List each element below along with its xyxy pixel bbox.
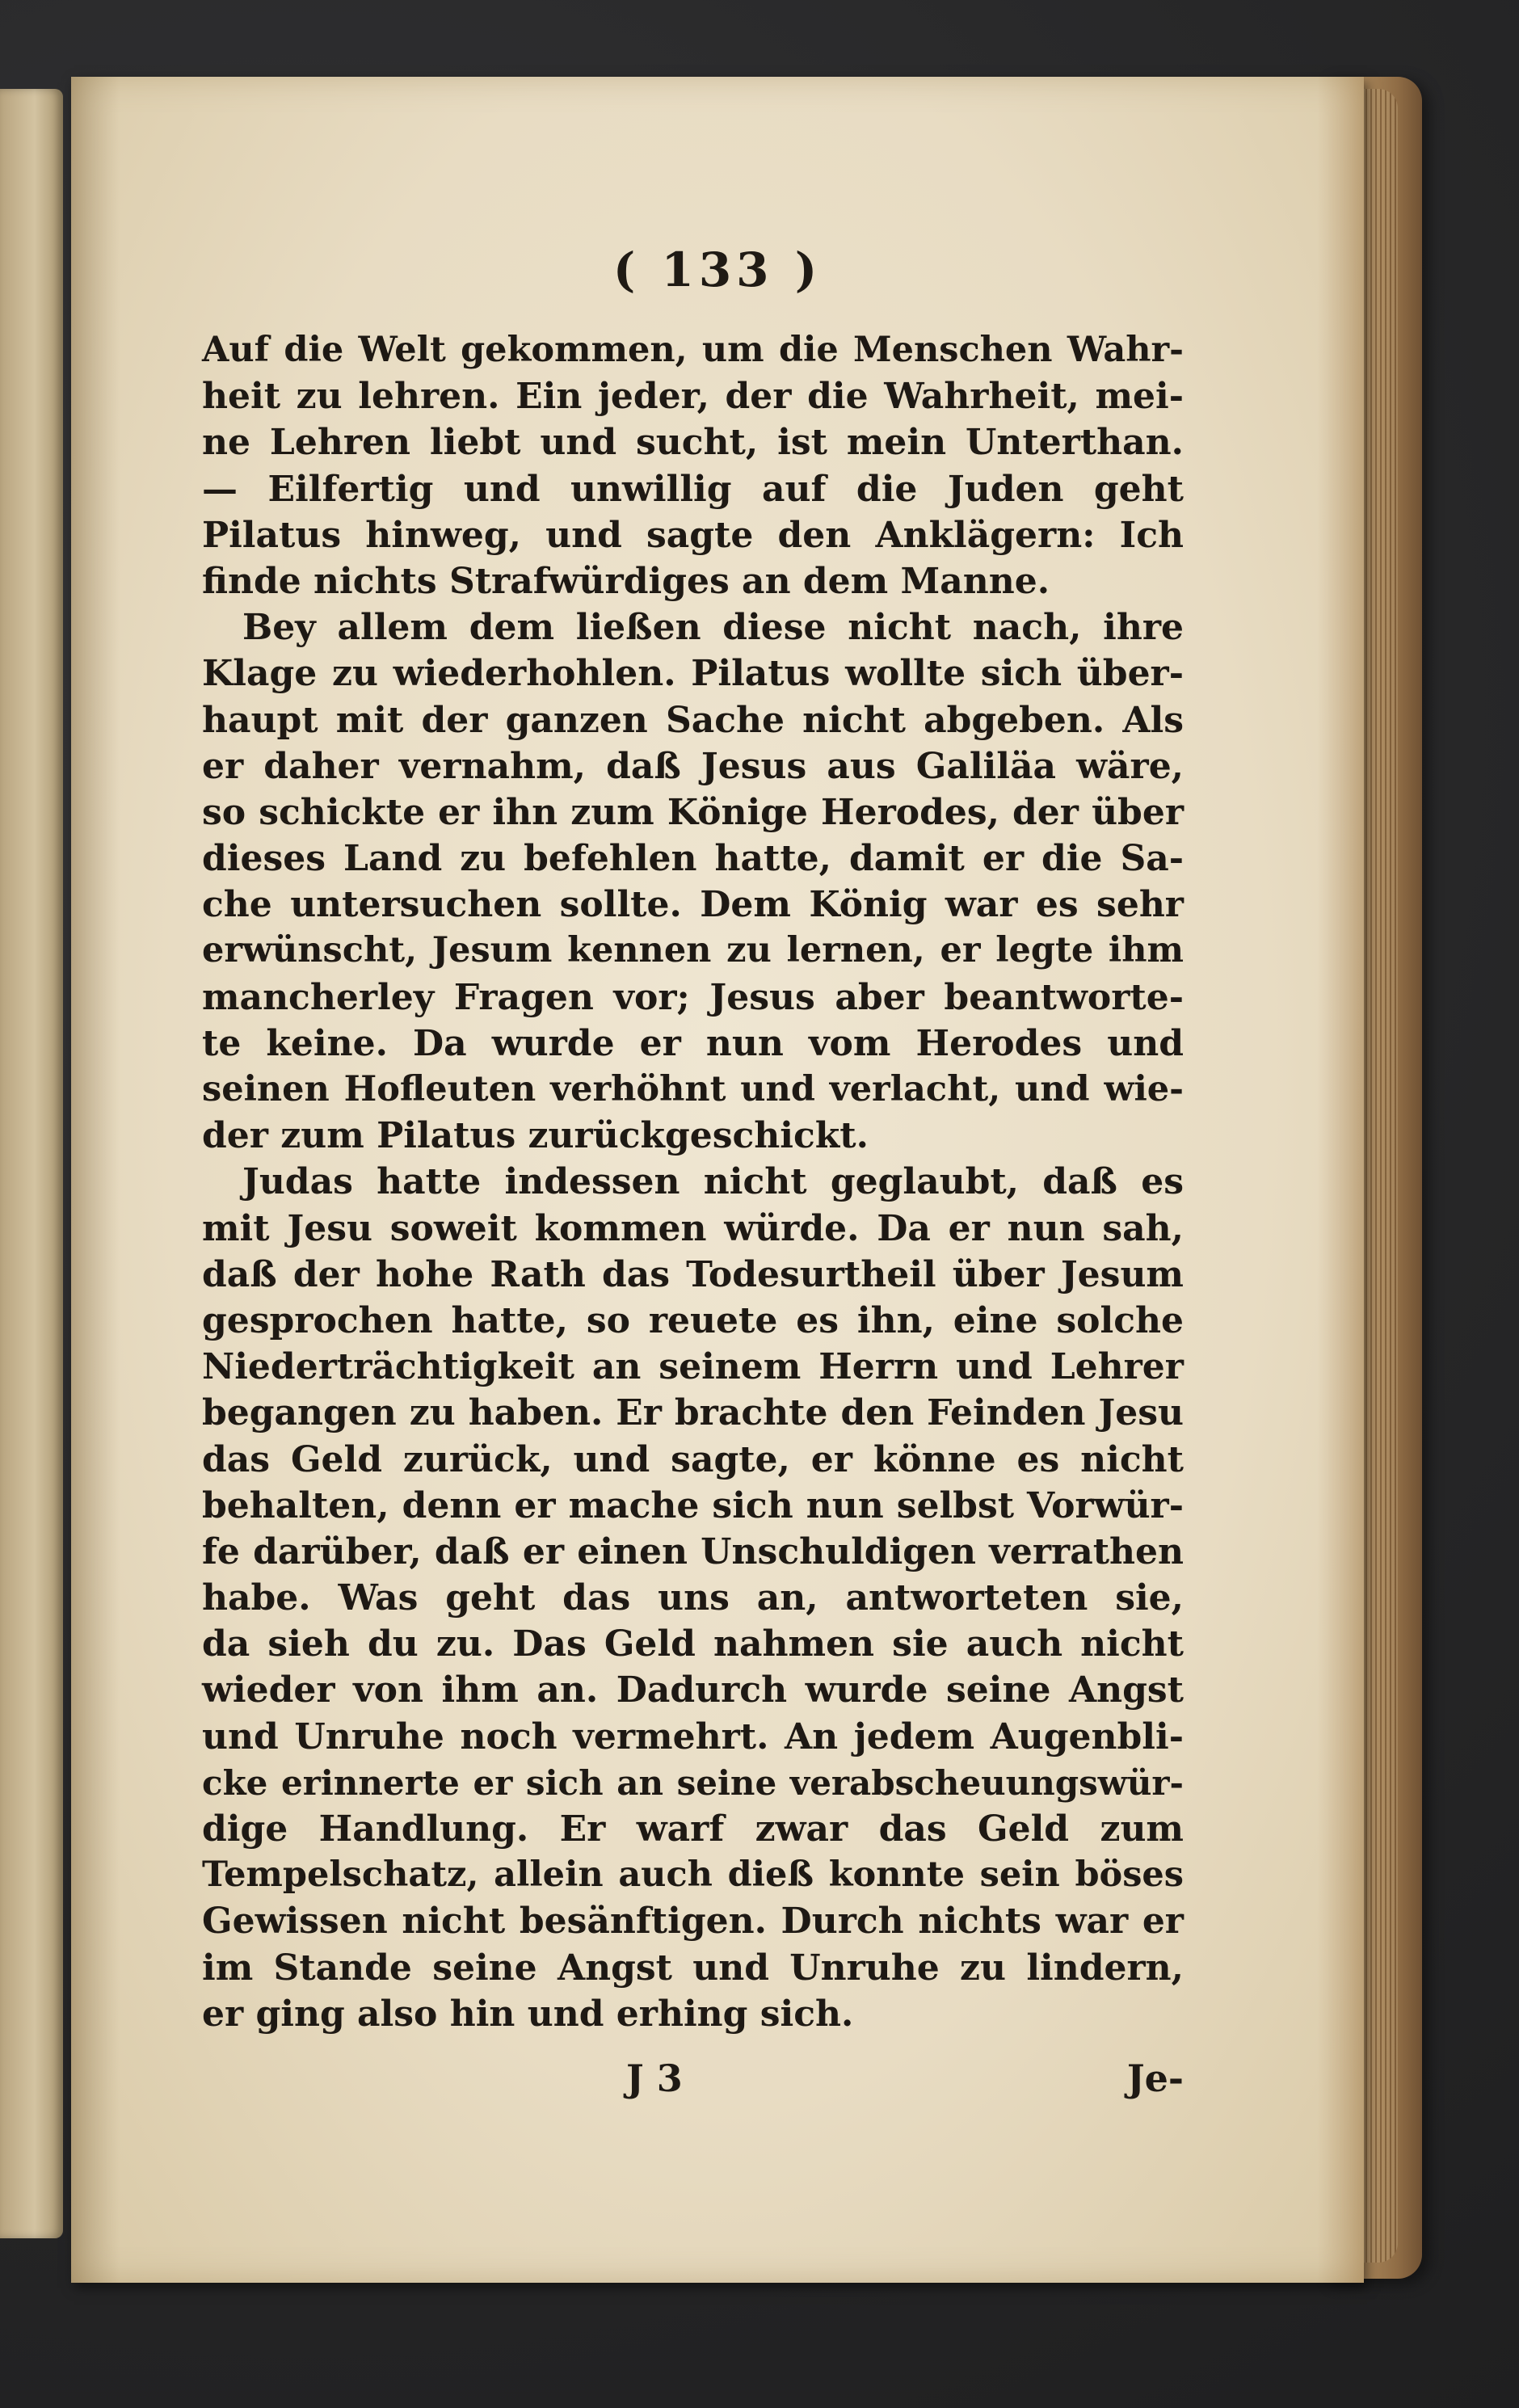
text-line-24: begangen zu haben. Er brachte den Feinden Jesu [202, 1392, 1184, 1434]
text-line-36: im Stande seine Angst und Unruhe zu lindern, [202, 1947, 1184, 1989]
text-line-18: der zum Pilatus zurückgeschickt. [202, 1115, 869, 1157]
text-line-32: cke erinnerte er sich an seine verabscheuungswür- [202, 1762, 1184, 1803]
text-line-20: mit Jesu soweit kommen würde. Da er nun sah, [202, 1207, 1184, 1249]
text-line-3: ne Lehren liebt und sucht, ist mein Unterthan. [202, 422, 1184, 464]
text-line-6: finde nichts Strafwürdiges an dem Manne. [202, 560, 1050, 602]
page-gutter-shadow [71, 77, 120, 2283]
text-line-28: habe. Was geht das uns an, antworteten sie, [202, 1577, 1184, 1619]
text-line-15: mancherley Fragen vor; Jesus aber beantworte- [202, 976, 1184, 1018]
page-edge-tint [1317, 77, 1364, 2283]
page-footer [202, 2056, 1184, 2113]
text-line-9: haupt mit der ganzen Sache nicht abgeben. Als [202, 699, 1184, 741]
text-line-34: Tempelschatz, allein auch dieß konnte sein böses [202, 1854, 1184, 1896]
text-line-37: er ging also hin und erhing sich. [202, 1993, 854, 2035]
body-text [202, 327, 1184, 2037]
text-line-12: dieses Land zu befehlen hatte, damit er die Sa- [202, 838, 1184, 880]
page-number-header: ( 133 ) [612, 242, 823, 297]
facing-page-edge [0, 89, 63, 2238]
text-line-23: Niederträchtigkeit an seinem Herrn und Lehrer [202, 1346, 1184, 1388]
text-line-27: fe darüber, daß er einen Unschuldigen verrathen [202, 1530, 1184, 1572]
text-line-17: seinen Hofleuten verhöhnt und verlacht, und wie- [202, 1069, 1184, 1109]
text-line-31: und Unruhe noch vermehrt. An jedem Augenbli- [202, 1715, 1184, 1758]
text-line-26: behalten, denn er mache sich nun selbst Vorwür- [202, 1484, 1184, 1526]
text-line-1: Auf die Welt gekommen, um die Menschen Wahr- [202, 330, 1184, 370]
text-line-10: er daher vernahm, daß Jesus aus Galiläa wäre, [202, 745, 1184, 787]
text-line-11: so schickte er ihn zum Könige Herodes, der über [202, 791, 1184, 833]
text-line-13: che untersuchen sollte. Dem König war es sehr [202, 884, 1184, 926]
text-line-5: Pilatus hinweg, und sagte den Anklägern: Ich [202, 514, 1184, 556]
text-line-14: erwünscht, Jesum kennen zu lernen, er legte ihm [202, 930, 1184, 971]
text-line-2: heit zu lehren. Ein jeder, der die Wahrheit, mei- [202, 376, 1184, 418]
text-line-8: Klage zu wiederhohlen. Pilatus wollte sich über- [202, 653, 1184, 695]
text-line-4: — Eilfertig und unwillig auf die Juden geht [202, 468, 1184, 510]
text-line-22: gesprochen hatte, so reuete es ihn, eine solche [202, 1299, 1184, 1341]
catchword: Je- [1126, 2056, 1184, 2100]
signature-mark: J 3 [626, 2056, 683, 2100]
text-line-35: Gewissen nicht besänftigen. Durch nichts war er [202, 1901, 1184, 1943]
text-line-25: das Geld zurück, und sagte, er könne es nicht [202, 1438, 1184, 1480]
text-line-16: te keine. Da wurde er nun vom Herodes und [202, 1022, 1184, 1064]
text-line-29: da sieh du zu. Das Geld nahmen sie auch nicht [202, 1623, 1184, 1665]
text-line-33: dige Handlung. Er warf zwar das Geld zum [202, 1808, 1184, 1850]
text-line-30: wieder von ihm an. Dadurch wurde seine Angst [202, 1669, 1184, 1711]
text-line-21: daß der hohe Rath das Todesurtheil über Jesum [202, 1253, 1184, 1295]
text-line-7: Bey allem dem ließen diese nicht nach, ihre [242, 607, 1184, 649]
text-line-19: Judas hatte indessen nicht geglaubt, daß es [242, 1161, 1184, 1203]
